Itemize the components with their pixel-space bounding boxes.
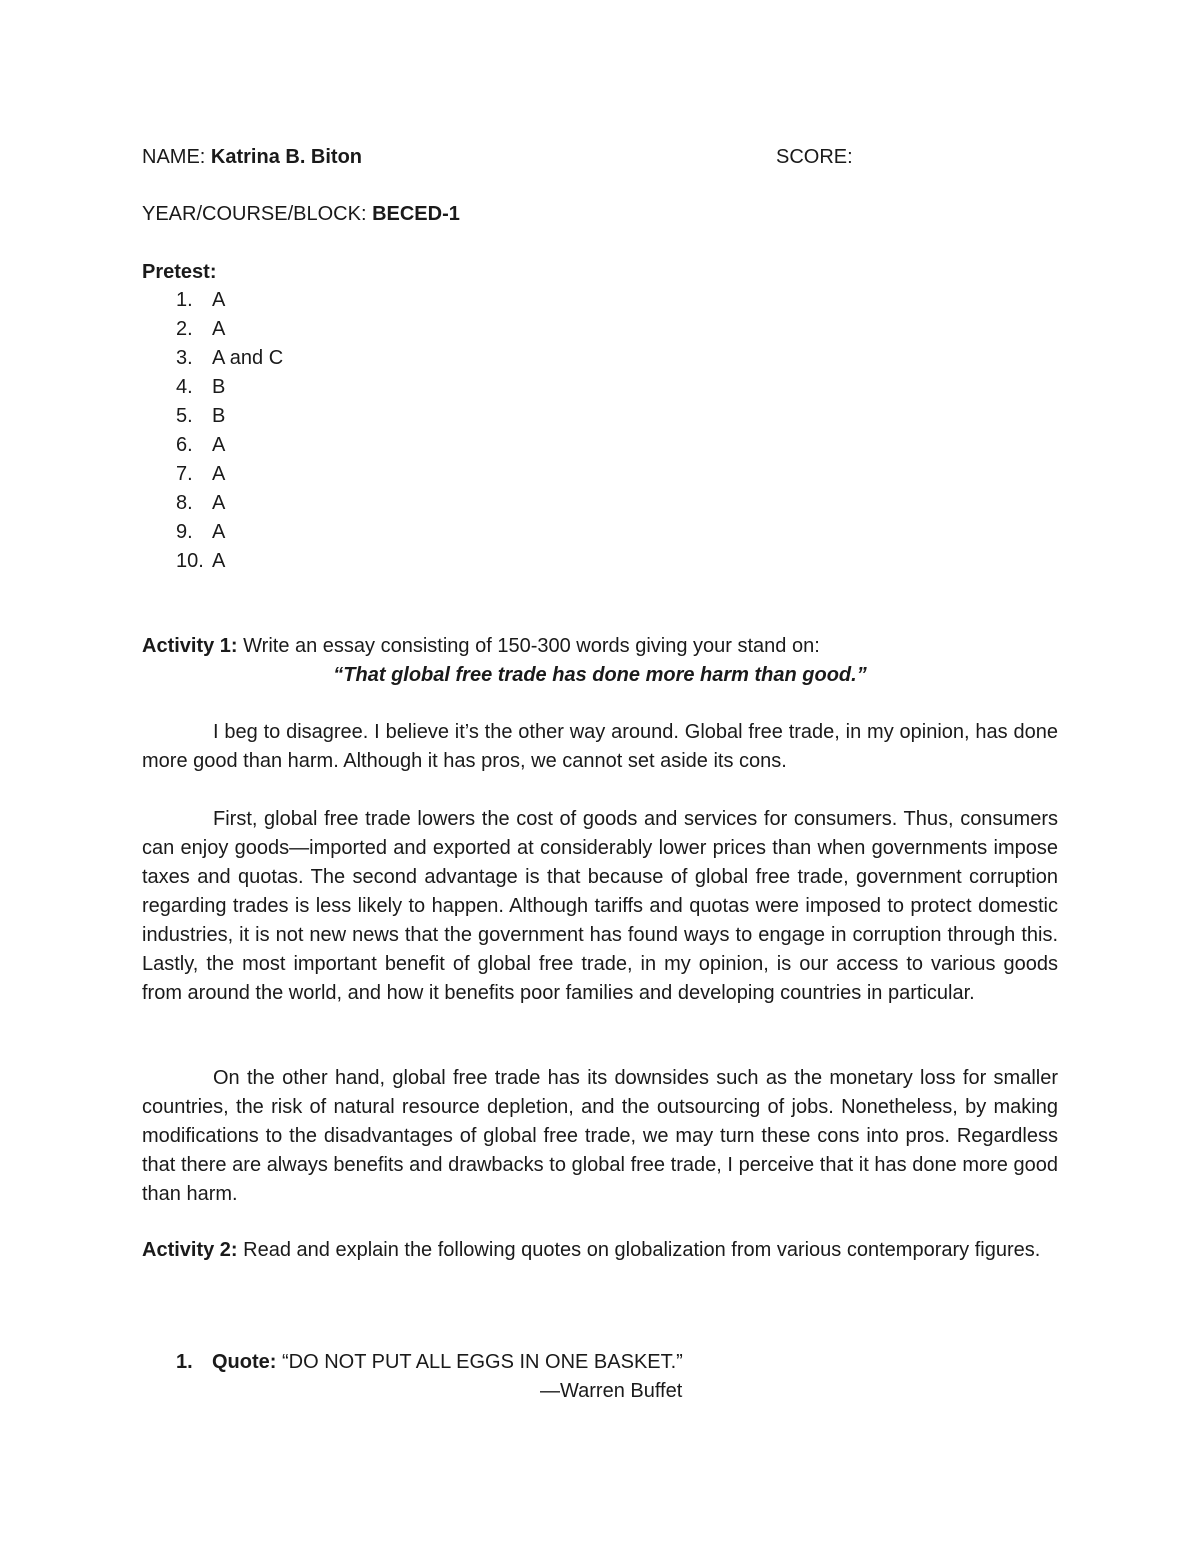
- item-answer: A: [212, 463, 226, 485]
- activity1-prompt: Write an essay consisting of 150-300 words giving your stand on:: [237, 635, 820, 657]
- list-item: [176, 520, 283, 549]
- item-number: 10.: [176, 550, 204, 572]
- list-item: [176, 549, 283, 578]
- list-item: [176, 346, 283, 375]
- pretest-answer-list: [176, 288, 283, 578]
- quote-number: 1.: [176, 1351, 193, 1373]
- list-item: [176, 491, 283, 520]
- item-number: 8.: [176, 492, 193, 514]
- essay-paragraph-2: First, global free trade lowers the cost of goods and services for consumers. Thus, consumers can enjoy goods—imported and exported at considerably lower prices than when governments impose taxes and quotas. The second advantage is that because of global free trade, government corruption regarding trades is less likely to happen. Although tariffs and quotas were imposed to protect domestic industries, it is not new news that the government has found ways to engage in corruption through this. Lastly, the most important benefit of global free trade, in my opinion, is our access to various goods from around the world, and how it benefits poor families and developing countries in particular.: [142, 808, 1058, 1004]
- list-item: [176, 375, 283, 404]
- item-number: 9.: [176, 521, 193, 543]
- item-answer: B: [212, 376, 226, 398]
- item-answer: B: [212, 405, 226, 427]
- item-answer: A: [212, 289, 226, 311]
- activity1-label: Activity 1:: [142, 635, 238, 657]
- activity1-statement: “That global free trade has done more harm than good.”: [333, 664, 867, 686]
- list-item: [176, 404, 283, 433]
- item-answer: A: [212, 434, 226, 456]
- ycb-value: BECED-1: [372, 203, 460, 225]
- item-answer: A: [212, 521, 226, 543]
- activity2-prompt: Read and explain the following quotes on globalization from various contemporary figures.: [237, 1239, 1041, 1261]
- essay-paragraph-1: I beg to disagree. I believe it’s the other way around. Global free trade, in my opinion, has done more good than harm. Although it has pros, we cannot set aside its cons.: [142, 721, 1058, 772]
- item-answer: A: [212, 492, 226, 514]
- item-answer: A: [212, 318, 226, 340]
- quote-attribution: —Warren Buffet: [540, 1380, 683, 1402]
- item-number: 4.: [176, 376, 193, 398]
- pretest-title: Pretest:: [142, 261, 217, 283]
- activity1-heading: [142, 632, 820, 661]
- year-course-block-line: [142, 202, 460, 226]
- name-value: Katrina B. Biton: [210, 146, 363, 168]
- score-label: SCORE:: [776, 146, 853, 168]
- item-number: 1.: [176, 289, 193, 311]
- name-line: [142, 145, 362, 169]
- ycb-label: YEAR/COURSE/BLOCK:: [142, 203, 367, 225]
- name-label: NAME:: [142, 146, 206, 168]
- item-number: 6.: [176, 434, 193, 456]
- activity2-heading: [142, 1236, 1058, 1265]
- list-item: [176, 317, 283, 346]
- list-item: [176, 288, 283, 317]
- item-number: 7.: [176, 463, 193, 485]
- quote-item: [176, 1348, 683, 1377]
- item-answer: A and C: [212, 347, 284, 369]
- list-item: [176, 462, 283, 491]
- essay-paragraph-3: On the other hand, global free trade has its downsides such as the monetary loss for smaller countries, the risk of natural resource depletion, and the outsourcing of jobs. Nonetheless, by making modifications to the disadvantages of global free trade, we may turn these cons into pros. Regardless that there are always benefits and drawbacks to global free trade, I perceive that it has done more good than harm.: [142, 1067, 1058, 1205]
- item-answer: A: [212, 550, 226, 572]
- quote-label: Quote:: [212, 1351, 277, 1373]
- item-number: 5.: [176, 405, 193, 427]
- item-number: 2.: [176, 318, 193, 340]
- item-number: 3.: [176, 347, 193, 369]
- quote-text: “DO NOT PUT ALL EGGS IN ONE BASKET.”: [276, 1351, 683, 1373]
- activity2-label: Activity 2:: [142, 1239, 238, 1261]
- list-item: [176, 433, 283, 462]
